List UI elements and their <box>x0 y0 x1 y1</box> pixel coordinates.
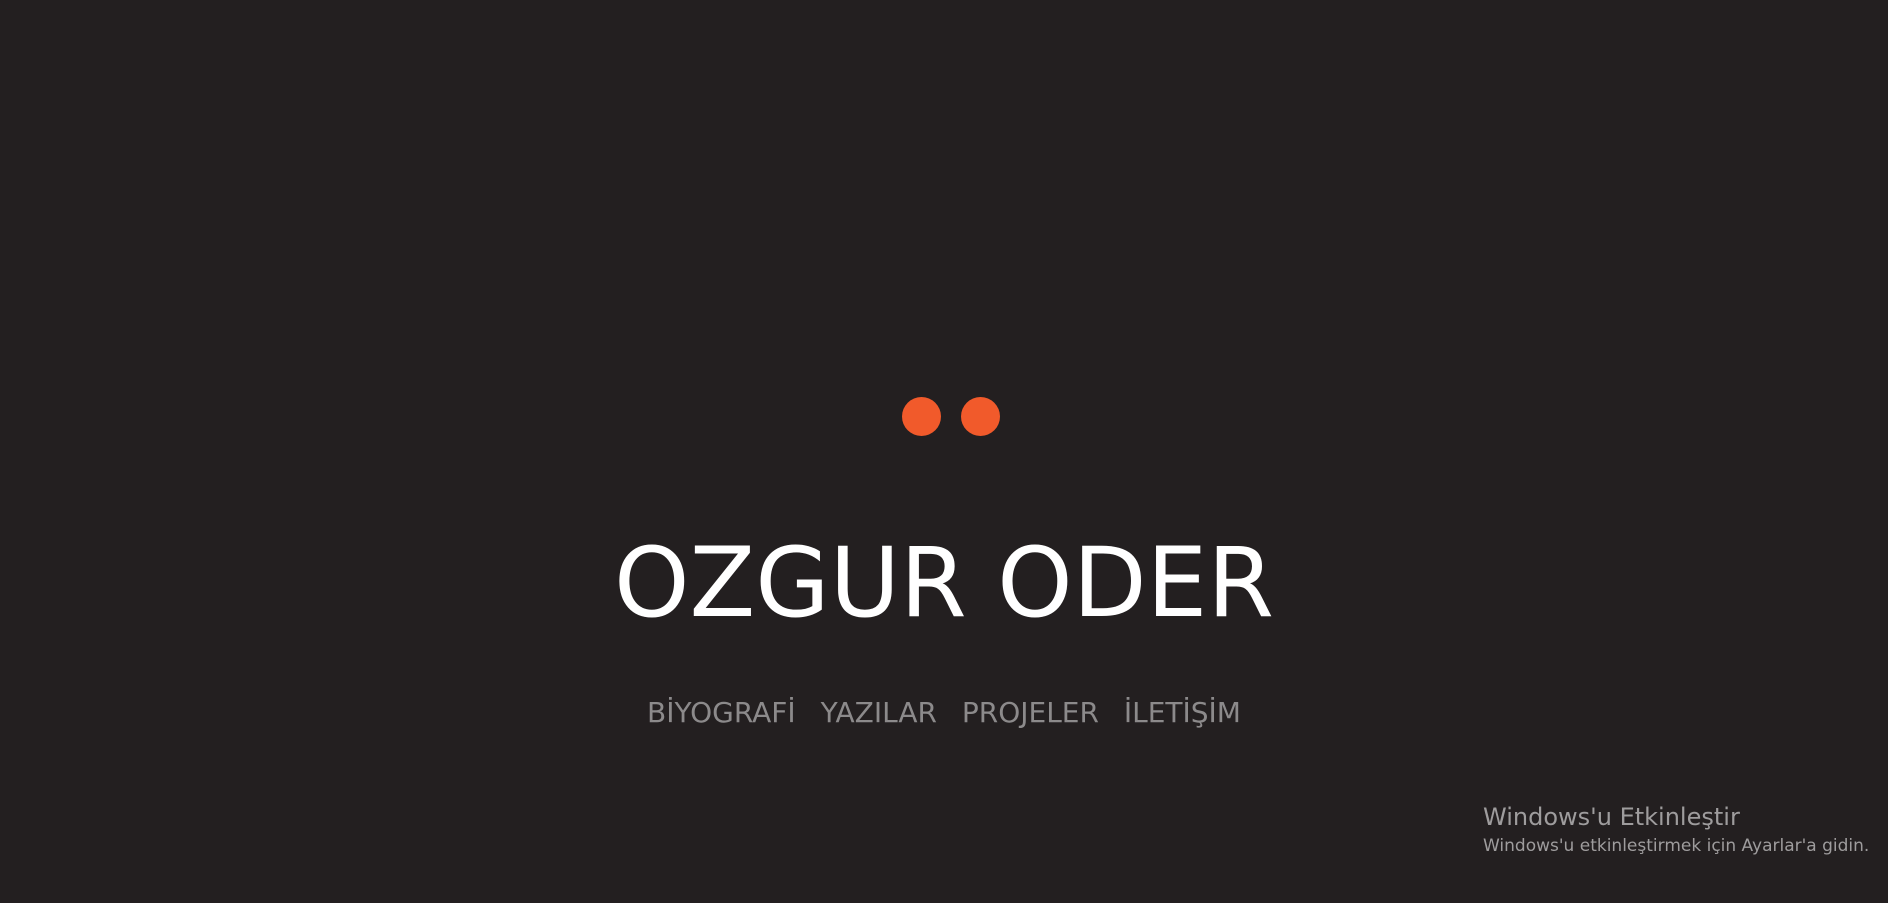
nav-item-biyografi[interactable]: BİYOGRAFİ <box>647 696 796 729</box>
nav-item-projeler[interactable]: PROJELER <box>961 696 1099 729</box>
watermark-subtitle: Windows'u etkinleştirmek için Ayarlar'a gidin. <box>1483 836 1870 856</box>
logo-dot-right <box>961 397 1000 436</box>
site-title: OZGUR ODER <box>613 527 1275 639</box>
logo-dot-left <box>902 397 941 436</box>
watermark-title: Windows'u Etkinleştir <box>1483 803 1740 831</box>
main-nav <box>0 693 1888 733</box>
nav-item-yazilar[interactable]: YAZILAR <box>820 696 937 729</box>
nav-item-iletisim[interactable]: İLETİŞİM <box>1123 696 1241 729</box>
windows-activation-watermark <box>1483 800 1869 858</box>
